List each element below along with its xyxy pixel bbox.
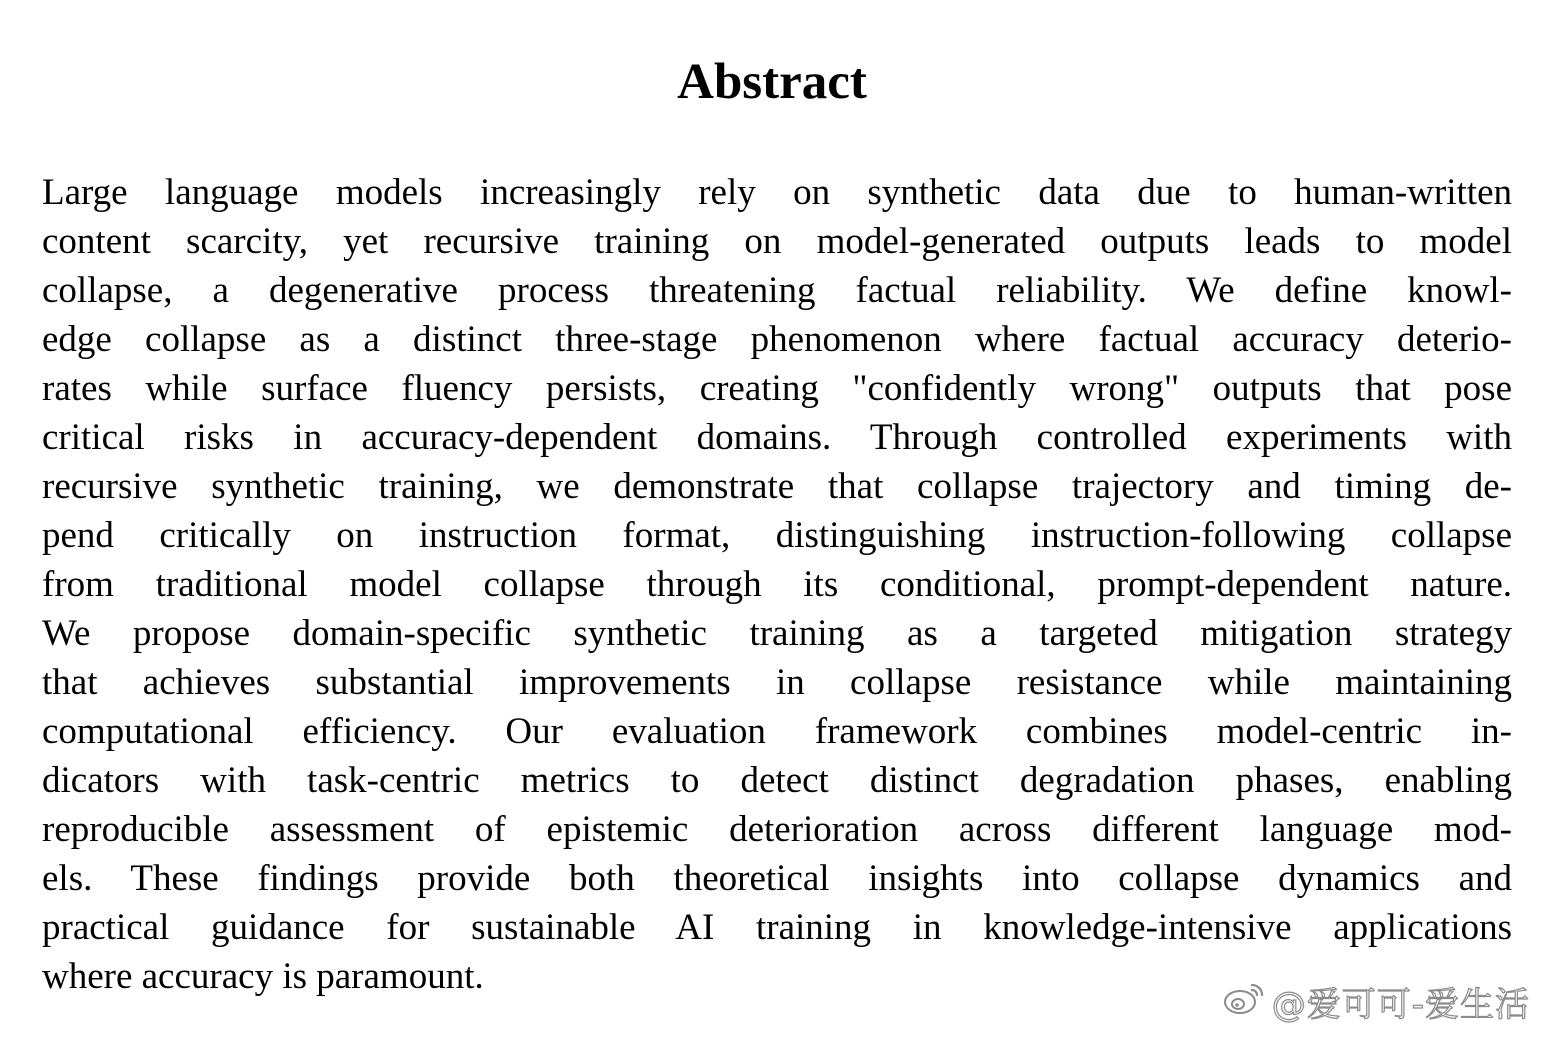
abstract-line: els. These findings provide both theoretical insights into collapse dynamics and (42, 858, 1512, 899)
abstract-line: recursive synthetic training, we demonstrate that collapse trajectory and timing de- (42, 466, 1512, 507)
abstract-line: pend critically on instruction format, distinguishing instruction-following collapse (42, 515, 1512, 556)
abstract-line: content scarcity, yet recursive training on model-generated outputs leads to model (42, 221, 1512, 262)
abstract-line: reproducible assessment of epistemic deterioration across different language mod- (42, 809, 1512, 850)
watermark (1222, 977, 1530, 1026)
abstract-heading: Abstract (677, 54, 867, 110)
abstract-line: dicators with task-centric metrics to detect distinct degradation phases, enabling (42, 760, 1512, 801)
abstract-line: Large language models increasingly rely on synthetic data due to human-written (42, 172, 1512, 213)
abstract-line: that achieves substantial improvements in collapse resistance while maintaining (42, 662, 1512, 703)
abstract-line: rates while surface fluency persists, creating "confidently wrong" outputs that pose (42, 368, 1512, 409)
abstract-line: practical guidance for sustainable AI training in knowledge-intensive applications (42, 907, 1512, 948)
abstract-body (42, 168, 1512, 1001)
watermark-text: @爱可可-爱生活 (1271, 985, 1530, 1025)
abstract-line: where accuracy is paramount. (42, 956, 484, 997)
abstract-line: collapse, a degenerative process threatening factual reliability. We define knowl- (42, 270, 1512, 311)
abstract-line: computational efficiency. Our evaluation framework combines model-centric in- (42, 711, 1512, 752)
weibo-icon (1222, 977, 1266, 1026)
abstract-line: critical risks in accuracy-dependent domains. Through controlled experiments with (42, 417, 1512, 458)
abstract-line: edge collapse as a distinct three-stage phenomenon where factual accuracy deterio- (42, 319, 1512, 360)
abstract-line: from traditional model collapse through its conditional, prompt-dependent nature. (42, 564, 1512, 605)
abstract-line: We propose domain-specific synthetic training as a targeted mitigation strategy (42, 613, 1512, 654)
